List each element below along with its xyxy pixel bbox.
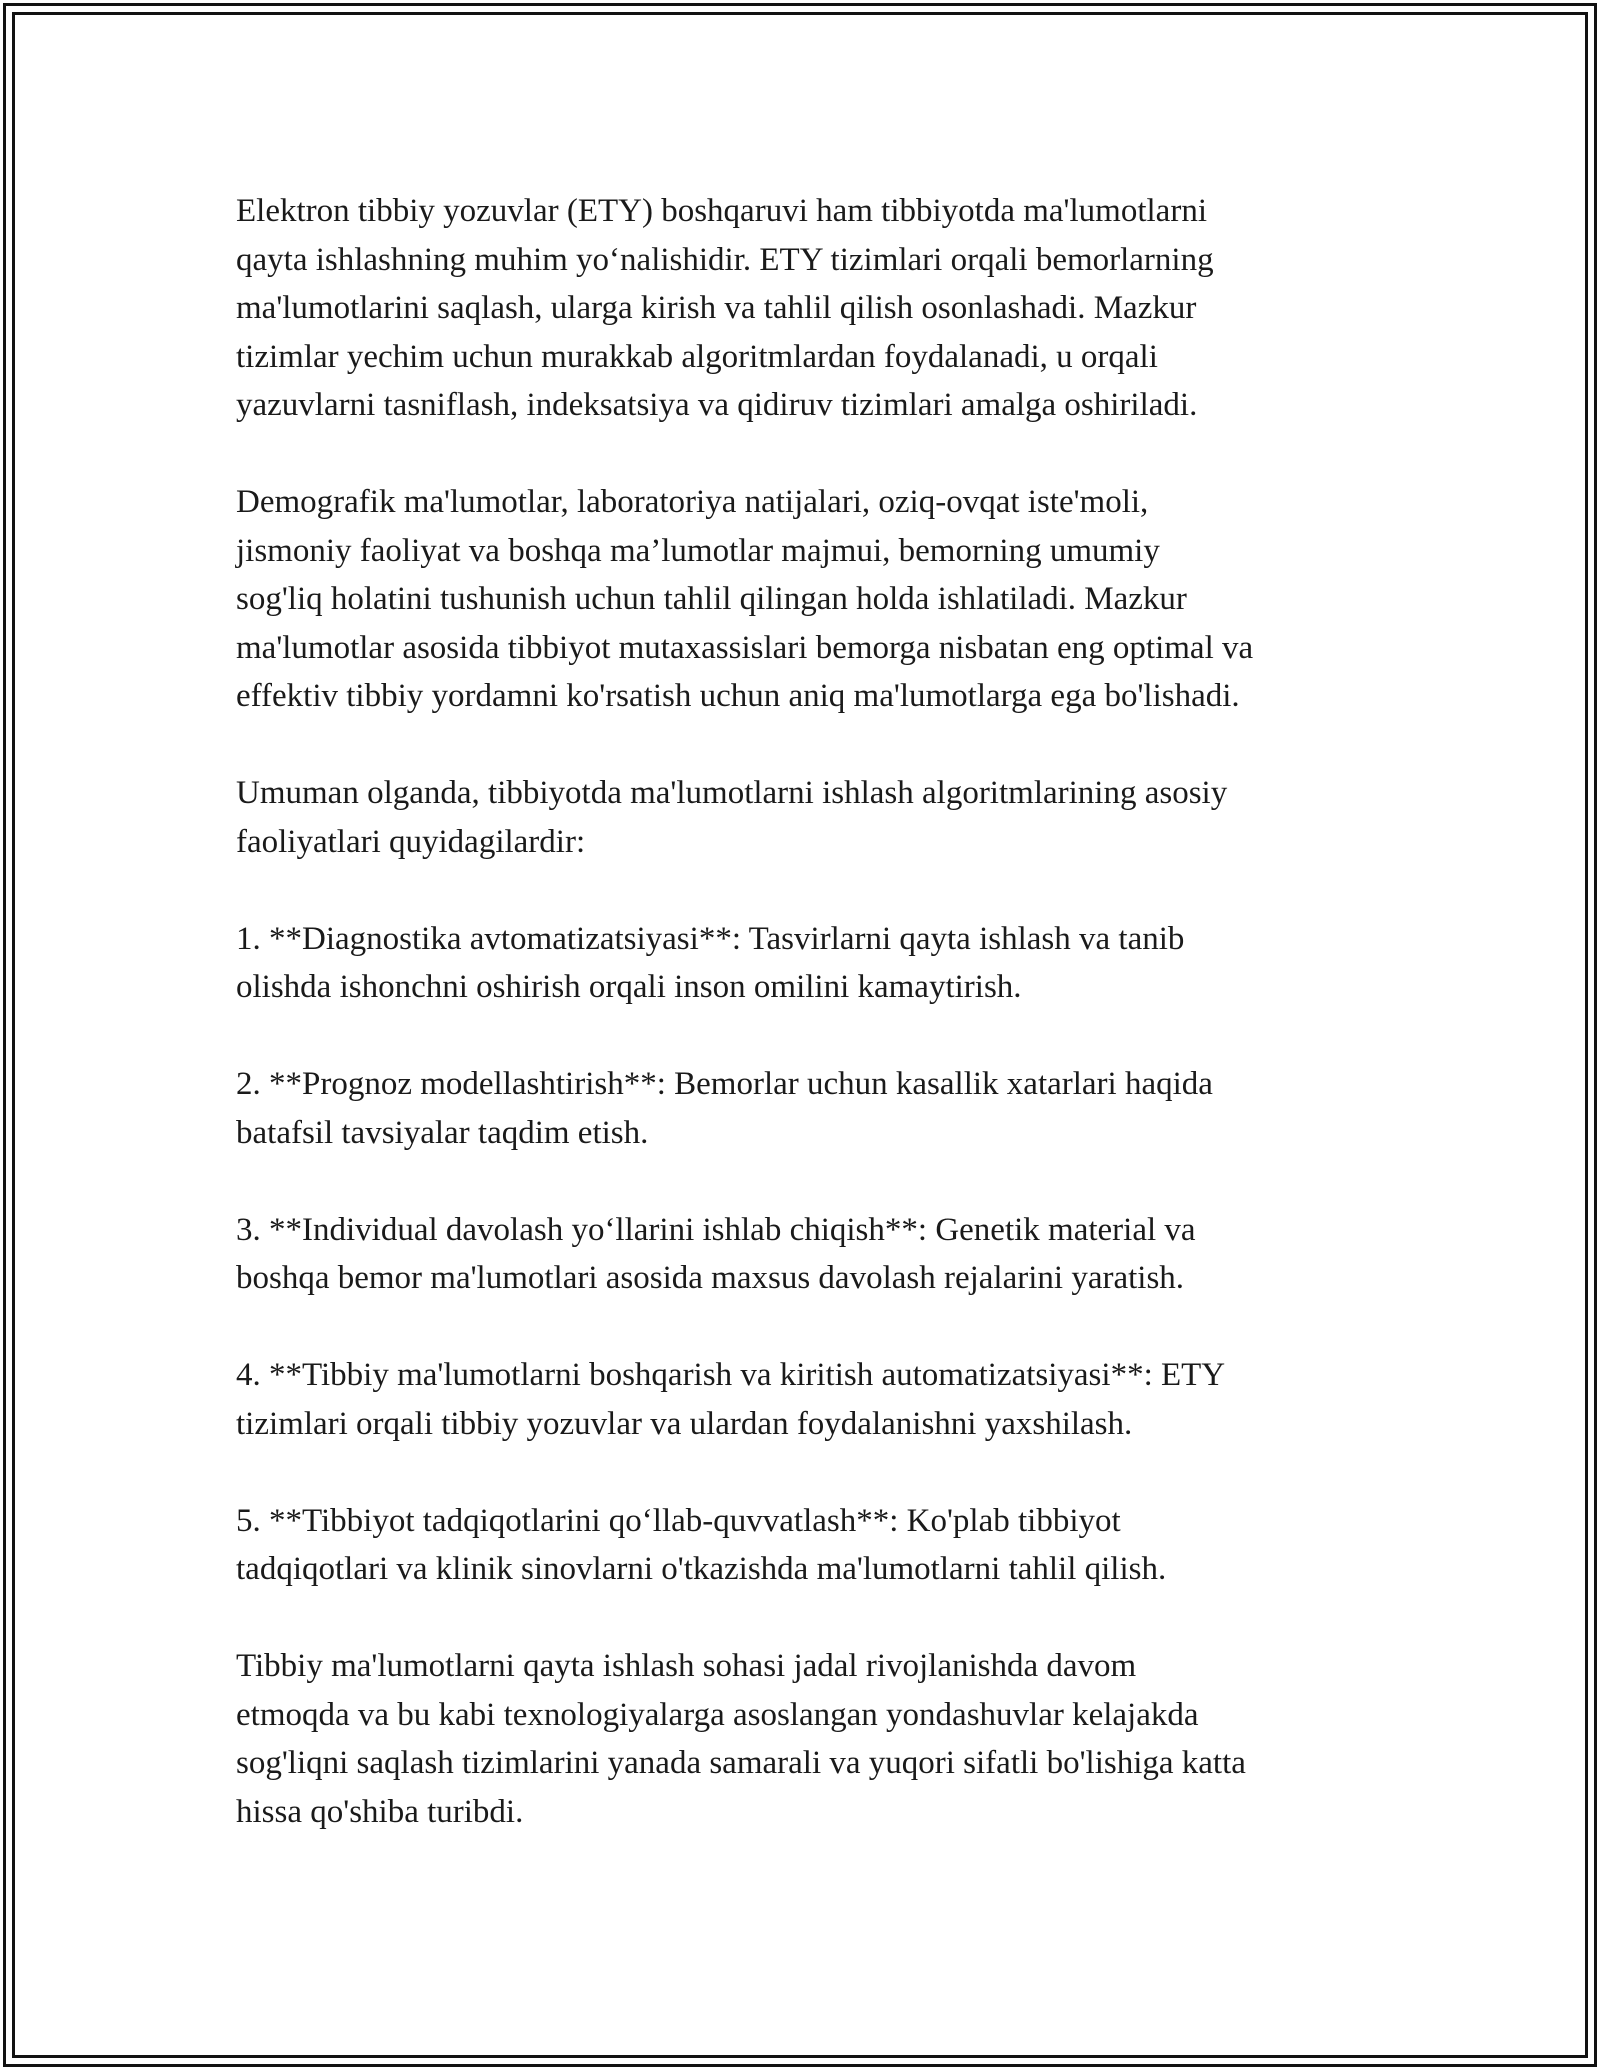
paragraph-demographic-data: Demografik ma'lumotlar, laboratoriya natijalari, oziq-ovqat iste'moli, jismoniy faoliyat va boshqa ma’lumotlar majmui, bemorning umumiy sog'liq holatini tushunish uchun tahlil qilingan holda ishlatiladi. Mazkur ma'lumotlar asosida tibbiyot mutaxassislari bemorga nisbatan eng optimal va effektiv tibbiy yordamni ko'rsatish uchun aniq ma'lumotlarga ega bo'lishadi.: [236, 484, 1254, 714]
paragraph-list-intro: Umuman olganda, tibbiyotda ma'lumotlarni ishlash algoritmlarining asosiy faoliyatlari quyidagilardir:: [236, 775, 1228, 860]
paragraph-conclusion: Tibbiy ma'lumotlarni qayta ishlash sohasi jadal rivojlanishda davom etmoqda va bu kabi texnologiyalarga asoslangan yondashuvlar kelajakda sog'liqni saqlash tizimlarini yanada samarali va yuqori sifatli bo'lishiga katta hissa qo'shiba turibdi.: [236, 1648, 1246, 1830]
list-item-research-support: 5. **Tibbiyot tadqiqotlarini qo‘llab-quvvatlash**: Ko'plab tibbiyot tadqiqotlari va klinik sinovlarni o'tkazishda ma'lumotlarni tahlil qilish.: [236, 1502, 1167, 1587]
list-item-prognosis: 2. **Prognoz modellashtirish**: Bemorlar uchun kasallik xatarlari haqida batafsil tavsiyalar taqdim etish.: [236, 1066, 1213, 1151]
list-item-individual-treatment: 3. **Individual davolash yo‘llarini ishlab chiqish**: Genetik material va boshqa bemor ma'lumotlari asosida maxsus davolash rejalarini yaratish.: [236, 1211, 1196, 1296]
document-body: [236, 187, 1396, 1885]
list-item-diagnostics: 1. **Diagnostika avtomatizatsiyasi**: Tasvirlarni qayta ishlash va tanib olishda ishonchni oshirish orqali inson omilini kamaytirish.: [236, 920, 1185, 1005]
list-item-data-management: 4. **Tibbiy ma'lumotlarni boshqarish va kiritish automatizatsiyasi**: ETY tizimlari orqali tibbiy yozuvlar va ulardan foydalanishni yaxshilash.: [236, 1357, 1226, 1442]
paragraph-ety-management: Elektron tibbiy yozuvlar (ETY) boshqaruvi ham tibbiyotda ma'lumotlarni qayta ishlashning muhim yo‘nalishidir. ETY tizimlari orqali bemorlarning ma'lumotlarini saqlash, ularga kirish va tahlil qilish osonlashadi. Mazkur tizimlar yechim uchun murakkab algoritmlardan foydalanadi, u orqali yazuvlarni tasniflash, indeksatsiya va qidiruv tizimlari amalga oshiriladi.: [236, 193, 1214, 423]
